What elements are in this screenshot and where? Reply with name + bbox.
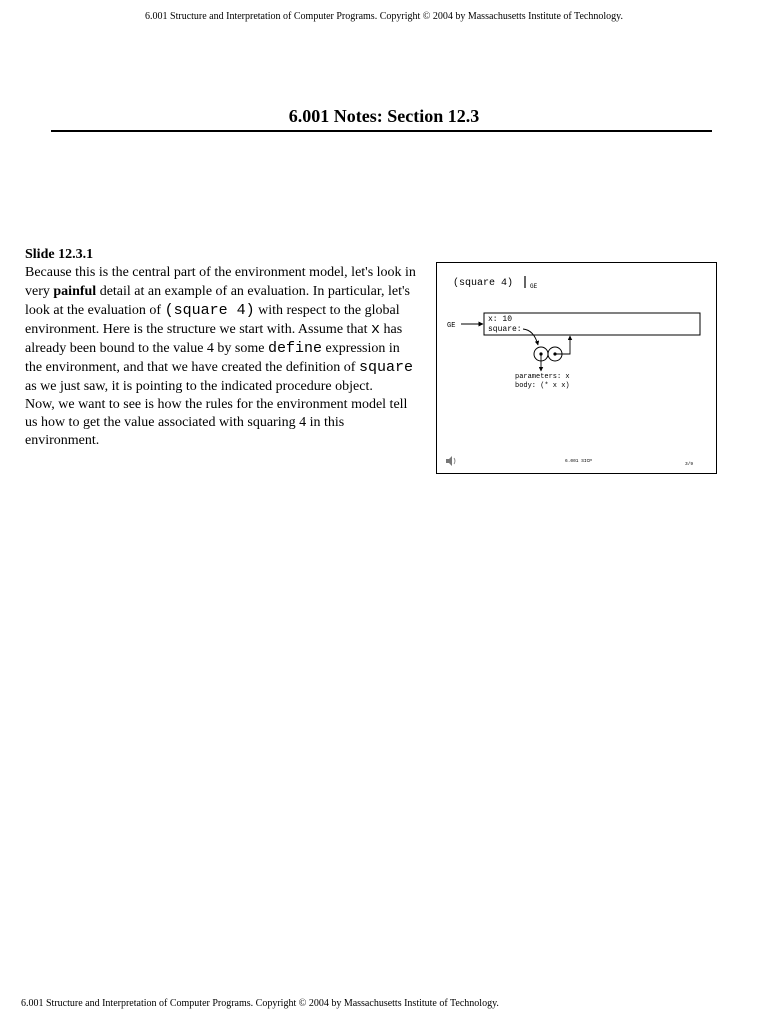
notes-text: as we just saw, it is pointing to the indicated procedure object. — [25, 379, 373, 394]
notes-code: x — [371, 321, 381, 338]
slide-notes — [25, 263, 417, 450]
notes-code: (square 4) — [164, 302, 255, 319]
expression-env-subscript: GE — [530, 283, 538, 290]
page-header: 6.001 Structure and Interpretation of Computer Programs. Copyright © 2004 by Massachusetts Institute of Technology. — [145, 11, 623, 22]
slide-expression: (square 4) — [453, 278, 514, 289]
notes-text: with respect to the global environment. Here is the structure we start with. Assume that — [25, 303, 400, 337]
speaker-icon — [446, 456, 455, 466]
notes-code: define — [267, 340, 322, 357]
notes-code: square — [358, 359, 413, 376]
notes-text: detail at an example of an evaluation. In particular, let's look at the evaluation of — [25, 284, 410, 318]
notes-text: expression in the environment, and that we have created the definition of — [25, 341, 400, 375]
ge-label: GE — [447, 322, 456, 330]
title-rule — [51, 130, 712, 132]
slide-page-number: 3/9 — [685, 462, 694, 467]
page-footer: 6.001 Structure and Interpretation of Computer Programs. Copyright © 2004 by Massachusetts Institute of Technology. — [21, 998, 499, 1009]
procedure-parameters: parameters: x — [515, 373, 570, 381]
slide-label: Slide 12.3.1 — [25, 247, 94, 262]
notes-bold: painful — [53, 284, 97, 299]
notes-text: has already been bound to the value 4 by some — [25, 322, 403, 356]
procedure-body: body: (* x x) — [515, 382, 570, 390]
binding-square: square: — [488, 325, 522, 334]
slide-image — [436, 262, 717, 474]
page-title: 6.001 Notes: Section 12.3 — [288, 106, 480, 126]
procedure-env-arrow — [555, 336, 570, 354]
notes-paragraph-2: Now, we want to see is how the rules for the environment model tell us how to get the value associated with squaring 4 in this environment. — [25, 397, 408, 448]
square-binding-arrow — [523, 329, 538, 345]
binding-x: x: 10 — [488, 315, 513, 324]
notes-text: Because this is the central part of the environment model, let's look in very — [25, 265, 416, 299]
environment-diagram — [437, 263, 716, 473]
notes-paragraph-1 — [25, 263, 417, 396]
slide-credit: 6.001 SICP — [565, 459, 593, 464]
